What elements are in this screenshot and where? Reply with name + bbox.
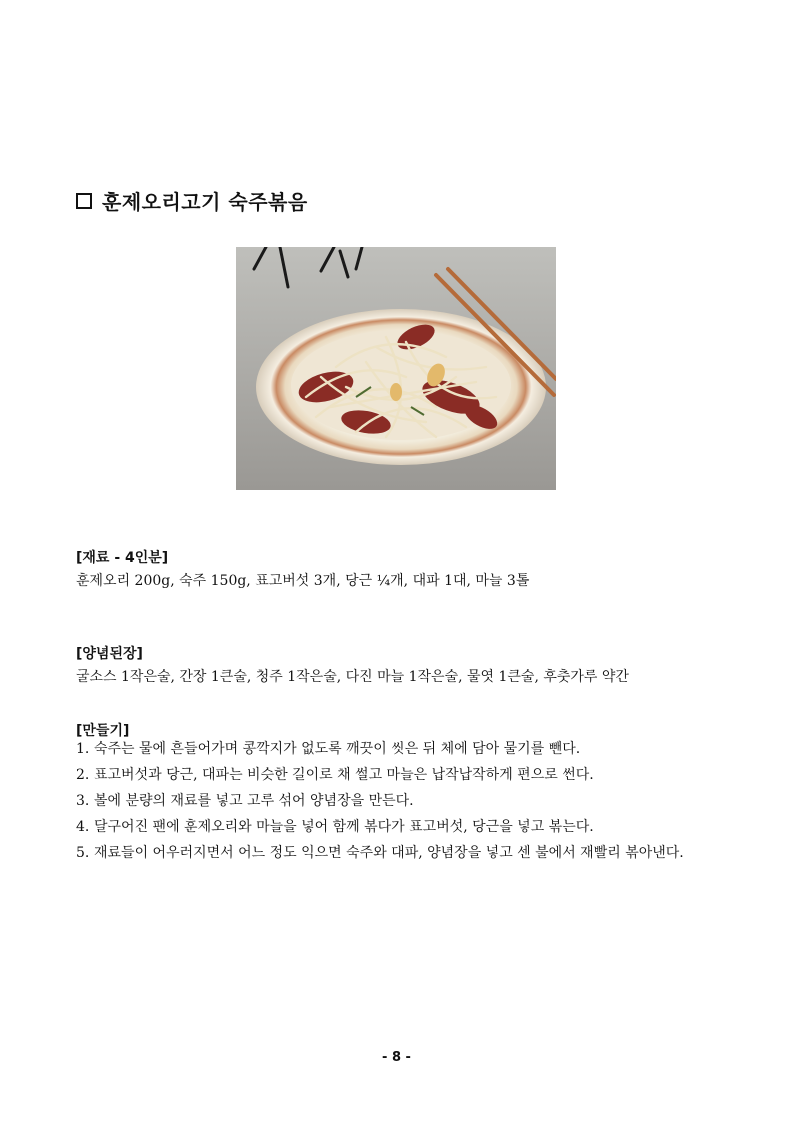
recipe-title (76, 186, 308, 215)
ingredients-heading: [재료 - 4인분] (76, 550, 169, 566)
method-heading: [만들기] (76, 723, 130, 739)
method-step-text: 표고버섯과 당근, 대파는 비슷한 길이로 채 썰고 마늘은 납작납작하게 편으로 썬다. (94, 767, 594, 783)
method-step: 5. 재료들이 어우러지면서 어느 정도 익으면 숙주와 대파, 양념장을 넣고 센 불에서 재빨리 볶아낸다. (76, 840, 724, 866)
page-number: - 8 - (382, 1050, 411, 1065)
method-steps (76, 736, 724, 866)
recipe-photo (236, 247, 556, 490)
method-step: 4. 달구어진 팬에 훈제오리와 마늘을 넣어 함께 볶다가 표고버섯, 당근을 넣고 볶는다. (76, 814, 724, 840)
method-step-text: 재료들이 어우러지면서 어느 정도 익으면 숙주와 대파, 양념장을 넣고 센 불에서 재빨리 볶아낸다. (94, 845, 684, 861)
ingredients-text: 훈제오리 200g, 숙주 150g, 표고버섯 3개, 당근 ¼개, 대파 1대, 마늘 3톨 (76, 573, 530, 589)
method-step: 2. 표고버섯과 당근, 대파는 비슷한 길이로 채 썰고 마늘은 납작납작하게 편으로 썬다. (76, 762, 724, 788)
sauce-text: 굴소스 1작은술, 간장 1큰술, 청주 1작은술, 다진 마늘 1작은술, 물엿 1큰술, 후춧가루 약간 (76, 669, 629, 685)
method-step: 3. 볼에 분량의 재료를 넣고 고루 섞어 양념장을 만든다. (76, 788, 724, 814)
method-step-text: 볼에 분량의 재료를 넣고 고루 섞어 양념장을 만든다. (94, 793, 414, 809)
method-step-text: 숙주는 물에 흔들어가며 콩깍지가 없도록 깨끗이 씻은 뒤 체에 담아 물기를 뺀다. (94, 741, 581, 757)
checkbox-square-icon (76, 193, 92, 209)
method-step: 1. 숙주는 물에 흔들어가며 콩깍지가 없도록 깨끗이 씻은 뒤 체에 담아 물기를 뺀다. (76, 736, 724, 762)
method-step-text: 달구어진 팬에 훈제오리와 마늘을 넣어 함께 볶다가 표고버섯, 당근을 넣고 볶는다. (94, 819, 594, 835)
recipe-title-text: 훈제오리고기 숙주볶음 (102, 190, 308, 214)
sauce-heading: [양념된장] (76, 646, 143, 662)
